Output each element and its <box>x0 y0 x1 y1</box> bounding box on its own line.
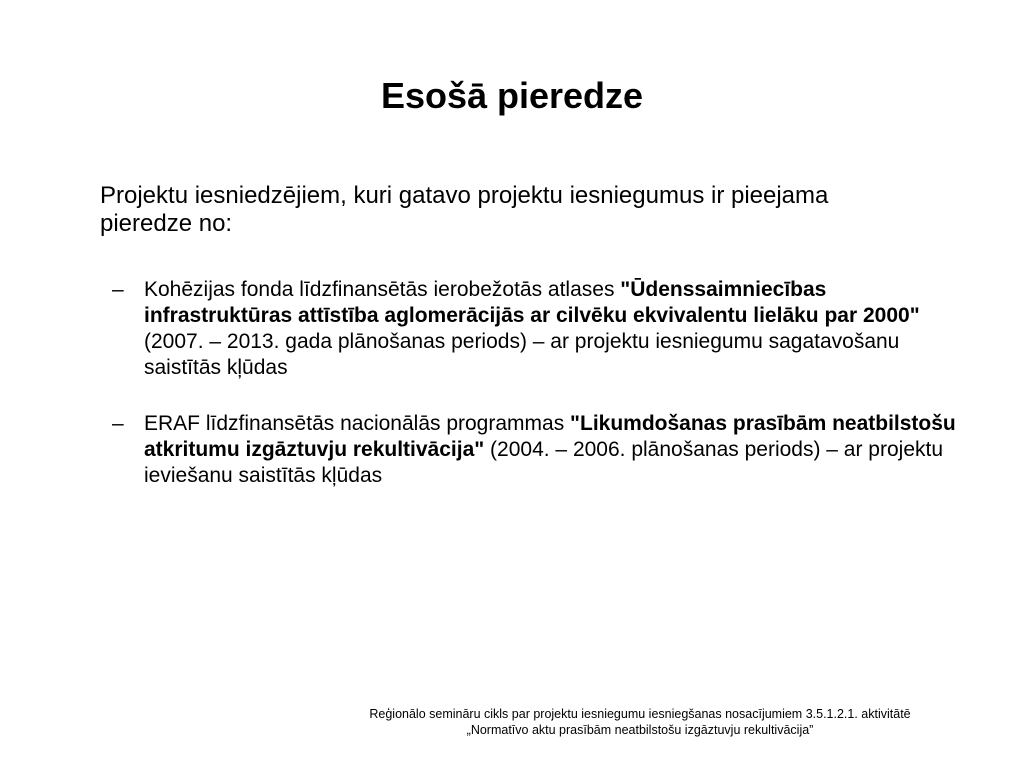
bullet-item-cohesion-fund <box>112 277 972 381</box>
bullet-text-bold: "Ūdenssaimniecības infrastruktūras attīstība aglomerācijās ar cilvēku ekvivalentu lielāku par 2000" <box>144 278 920 327</box>
slide-footer <box>300 706 980 738</box>
bullet-text-pre: ERAF līdzfinansētās nacionālās programmas <box>144 412 571 435</box>
intro-paragraph: Projektu iesniedzējiem, kuri gatavo projektu iesniegumus ir pieejama pieredze no: <box>100 182 829 237</box>
bullet-text-post: (2004. – 2006. plānošanas periods) – ar projektu ieviešanu saistītās kļūdas <box>144 438 944 487</box>
footer-line-2: „Normatīvo aktu prasībām neatbilstošu izgāztuvju rekultivācija” <box>466 723 814 737</box>
dash-marker: – <box>112 278 124 301</box>
footer-line-1: Reģionālo semināru cikls par projektu iesniegumu iesniegšanas nosacījumiem 3.5.1.2.1. aktivitātē <box>369 707 911 721</box>
bullet-text <box>144 277 972 381</box>
bullet-text-pre: Kohēzijas fonda līdzfinansētās ierobežotās atlases <box>144 278 621 301</box>
bullet-item-erdf-programme <box>112 411 972 489</box>
slide-title: Esošā pieredze <box>380 75 644 116</box>
bullet-text-post: (2007. – 2013. gada plānošanas periods) – ar projektu iesniegumu sagatavošanu saistītās kļūdas <box>144 330 900 379</box>
bullet-text <box>144 411 972 489</box>
bullet-text-bold: "Likumdošanas prasībām neatbilstošu atkritumu izgāztuvju rekultivācija" <box>144 412 956 461</box>
dash-marker: – <box>112 412 124 435</box>
